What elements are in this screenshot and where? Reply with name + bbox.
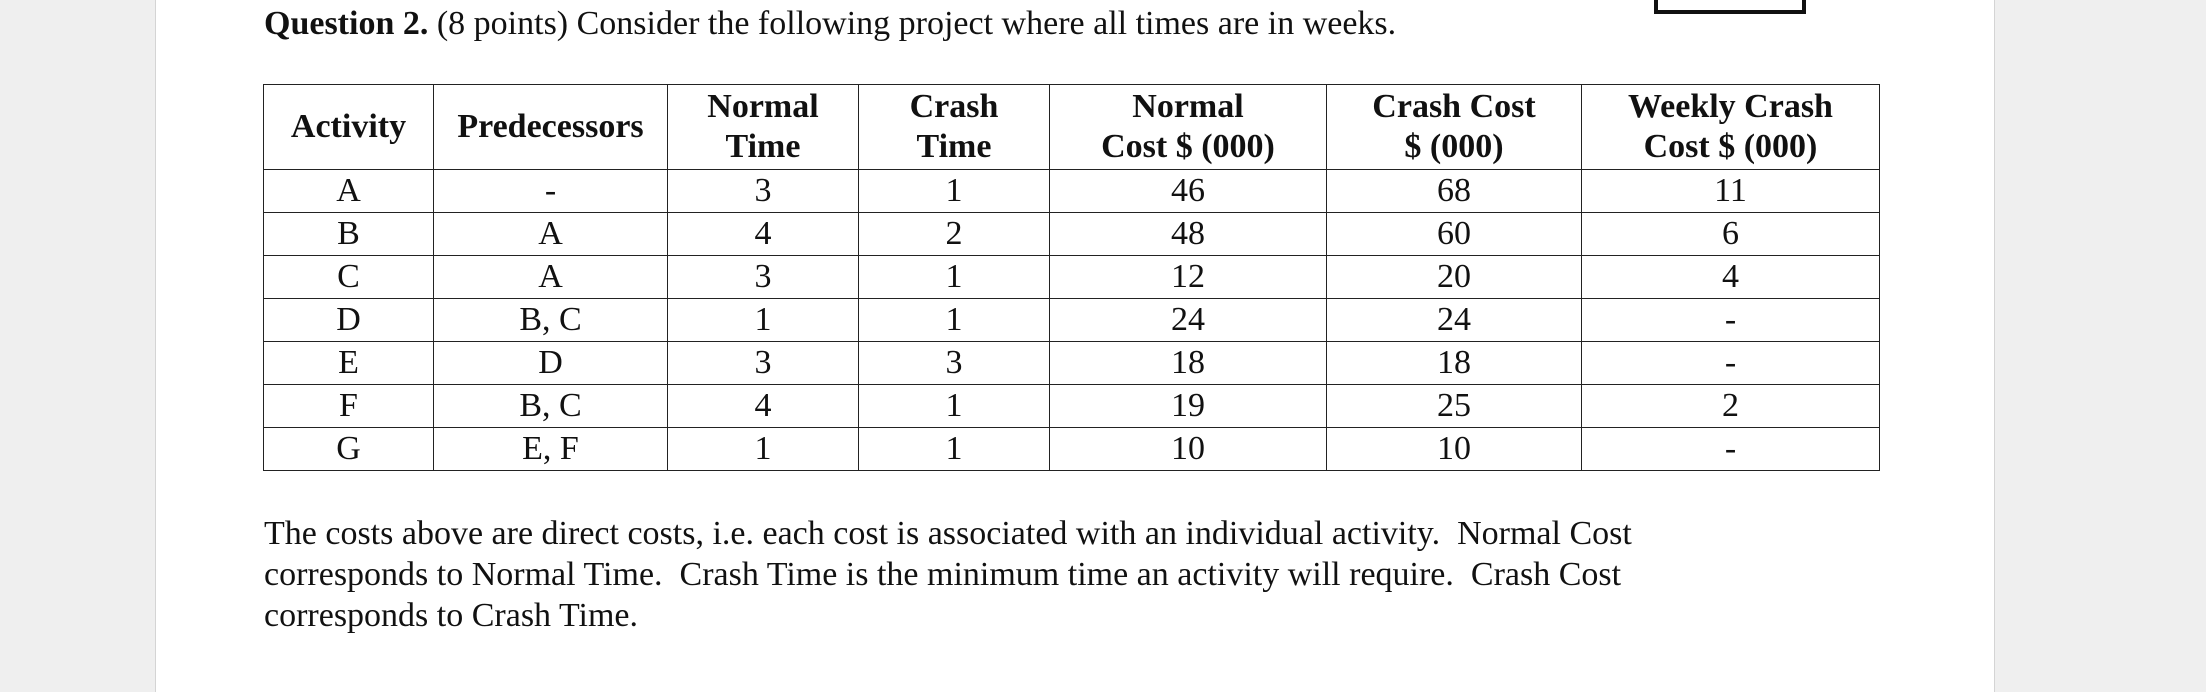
table-cell-crash-time: 2 bbox=[859, 213, 1050, 256]
column-header-line: Cost $ (000) bbox=[1101, 128, 1275, 165]
table-row bbox=[264, 342, 1880, 385]
table-cell-crash-time: 1 bbox=[859, 299, 1050, 342]
table-cell-crash-cost: 25 bbox=[1327, 385, 1582, 428]
table-cell-weekly-crash-cost: 6 bbox=[1582, 213, 1880, 256]
column-header-line: Weekly Crash bbox=[1628, 88, 1833, 125]
column-header-line: Predecessors bbox=[457, 108, 644, 145]
table-cell-crash-cost: 68 bbox=[1327, 170, 1582, 213]
table-row bbox=[264, 428, 1880, 471]
table-cell-crash-cost: 60 bbox=[1327, 213, 1582, 256]
table-cell-predecessors: B, C bbox=[434, 299, 668, 342]
table-cell-normal-cost: 18 bbox=[1050, 342, 1327, 385]
table-cell-normal-time: 4 bbox=[668, 213, 859, 256]
table-cell-predecessors: D bbox=[434, 342, 668, 385]
paragraph-line: corresponds to Normal Time. Crash Time is the minimum time an activity will require. Crash Cost bbox=[264, 556, 1622, 593]
column-header-normal-cost bbox=[1050, 85, 1327, 170]
table-cell-normal-time: 3 bbox=[668, 170, 859, 213]
table-cell-weekly-crash-cost: 2 bbox=[1582, 385, 1880, 428]
table-cell-activity: A bbox=[264, 170, 434, 213]
column-header-line: Time bbox=[725, 128, 801, 165]
table-cell-normal-cost: 12 bbox=[1050, 256, 1327, 299]
table-cell-normal-time: 1 bbox=[668, 299, 859, 342]
column-header-line: Crash bbox=[909, 88, 999, 125]
question-text: (8 points) Consider the following project where all times are in weeks. bbox=[428, 5, 1397, 42]
table-cell-predecessors: E, F bbox=[434, 428, 668, 471]
explanation-paragraph bbox=[264, 513, 1764, 636]
column-header-activity bbox=[264, 85, 434, 170]
table-header-row bbox=[264, 85, 1880, 170]
table-cell-activity: E bbox=[264, 342, 434, 385]
column-header-line: Normal bbox=[1132, 88, 1244, 125]
table-body bbox=[264, 170, 1880, 471]
project-activity-table bbox=[263, 84, 1880, 471]
column-header-crash-cost bbox=[1327, 85, 1582, 170]
table-cell-crash-cost: 10 bbox=[1327, 428, 1582, 471]
table-cell-normal-time: 3 bbox=[668, 342, 859, 385]
column-header-line: Crash Cost bbox=[1372, 88, 1536, 125]
table-cell-activity: G bbox=[264, 428, 434, 471]
column-header-weekly-crash-cost bbox=[1582, 85, 1880, 170]
table-cell-predecessors: - bbox=[434, 170, 668, 213]
table-cell-crash-cost: 20 bbox=[1327, 256, 1582, 299]
score-box bbox=[1654, 0, 1806, 14]
table-cell-crash-cost: 18 bbox=[1327, 342, 1582, 385]
table-cell-normal-cost: 48 bbox=[1050, 213, 1327, 256]
table-row bbox=[264, 256, 1880, 299]
table-cell-normal-time: 1 bbox=[668, 428, 859, 471]
question-heading bbox=[264, 4, 1396, 44]
table-cell-crash-time: 1 bbox=[859, 428, 1050, 471]
table-row bbox=[264, 385, 1880, 428]
column-header-line: Cost $ (000) bbox=[1643, 128, 1818, 165]
table-cell-normal-time: 3 bbox=[668, 256, 859, 299]
table-cell-weekly-crash-cost: 4 bbox=[1582, 256, 1880, 299]
column-header-normal-time bbox=[668, 85, 859, 170]
question-label: Question 2. bbox=[264, 5, 429, 42]
table-cell-crash-time: 1 bbox=[859, 256, 1050, 299]
table-cell-predecessors: A bbox=[434, 213, 668, 256]
table-cell-crash-time: 1 bbox=[859, 385, 1050, 428]
column-header-line: $ (000) bbox=[1404, 128, 1504, 165]
column-header-crash-time bbox=[859, 85, 1050, 170]
table-cell-weekly-crash-cost: - bbox=[1582, 428, 1880, 471]
column-header-predecessors bbox=[434, 85, 668, 170]
table-row bbox=[264, 213, 1880, 256]
table-cell-weekly-crash-cost: 11 bbox=[1582, 170, 1880, 213]
table-cell-weekly-crash-cost: - bbox=[1582, 299, 1880, 342]
table-cell-normal-cost: 24 bbox=[1050, 299, 1327, 342]
table-cell-normal-cost: 46 bbox=[1050, 170, 1327, 213]
paragraph-line: The costs above are direct costs, i.e. each cost is associated with an individual activity. Normal Cost bbox=[264, 515, 1632, 552]
table-cell-normal-cost: 10 bbox=[1050, 428, 1327, 471]
table-cell-predecessors: B, C bbox=[434, 385, 668, 428]
table-cell-normal-time: 4 bbox=[668, 385, 859, 428]
table-cell-activity: D bbox=[264, 299, 434, 342]
table-cell-activity: F bbox=[264, 385, 434, 428]
table-cell-activity: C bbox=[264, 256, 434, 299]
table-row bbox=[264, 170, 1880, 213]
column-header-line: Normal bbox=[707, 88, 819, 125]
table-cell-activity: B bbox=[264, 213, 434, 256]
table-row bbox=[264, 299, 1880, 342]
table-cell-weekly-crash-cost: - bbox=[1582, 342, 1880, 385]
column-header-line: Time bbox=[916, 128, 992, 165]
paragraph-line: corresponds to Crash Time. bbox=[264, 597, 638, 634]
table-cell-crash-cost: 24 bbox=[1327, 299, 1582, 342]
table-cell-normal-cost: 19 bbox=[1050, 385, 1327, 428]
column-header-line: Activity bbox=[290, 108, 407, 145]
table-cell-crash-time: 3 bbox=[859, 342, 1050, 385]
table-cell-predecessors: A bbox=[434, 256, 668, 299]
table-cell-crash-time: 1 bbox=[859, 170, 1050, 213]
